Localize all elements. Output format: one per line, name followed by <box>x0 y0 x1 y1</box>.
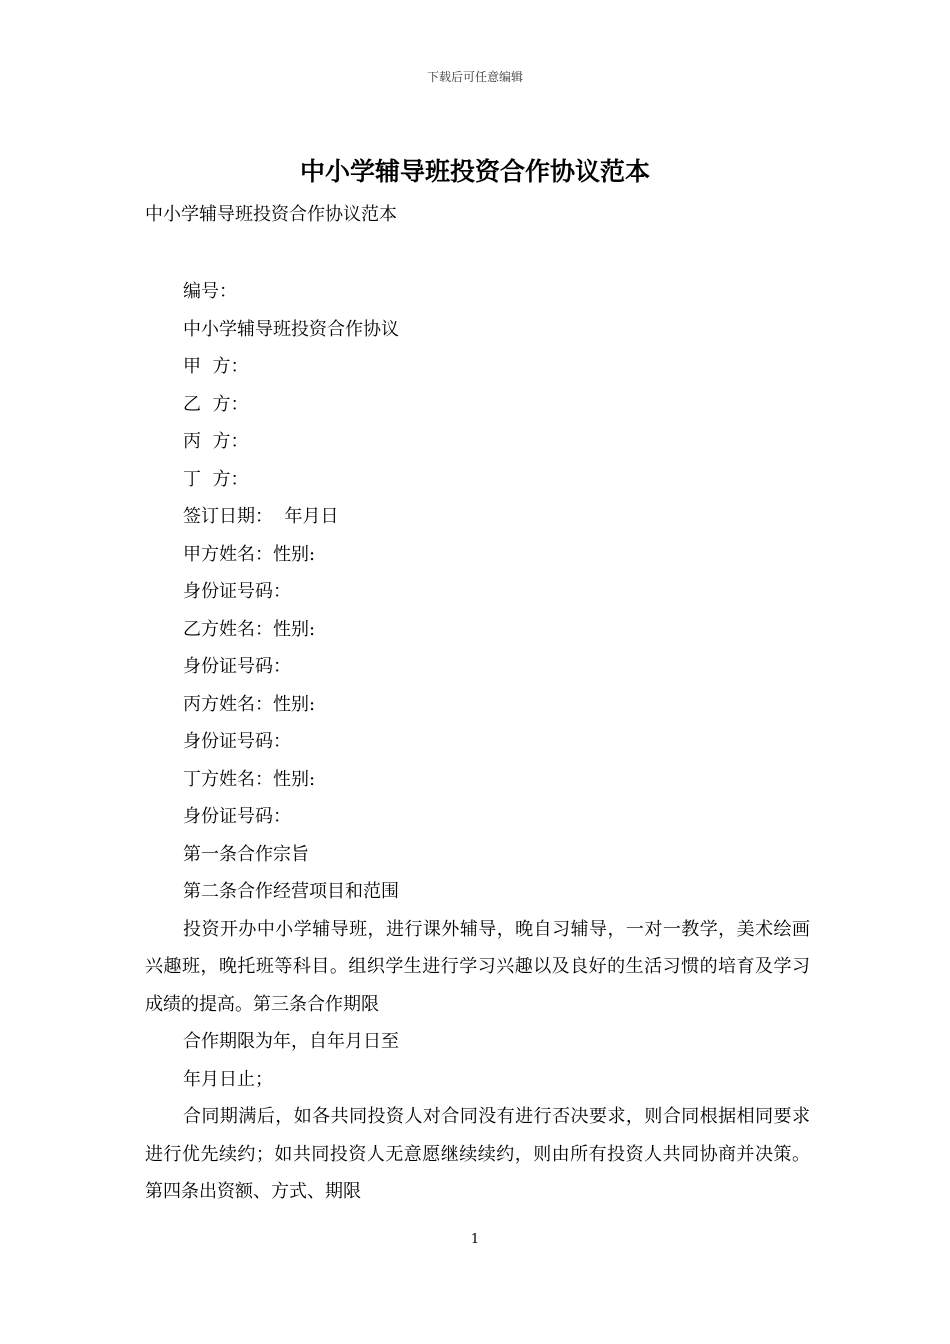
renewal-paragraph: 合同期满后，如各共同投资人对合同没有进行否决要求，则合同根据相同要求进行优先续约；如共同投资人无意愿继续续约，则由所有投资人共同协商并决策。第四条出资额、方式、期限 <box>145 1106 810 1202</box>
term-line: 合作期限为年，自年月日至 <box>183 1031 399 1052</box>
party-d-id-line: 身份证号码： <box>183 806 291 827</box>
party-a-id-line: 身份证号码： <box>183 581 291 602</box>
contract-number-line: 编号： <box>183 281 237 302</box>
business-scope-paragraph: 投资开办中小学辅导班，进行课外辅导，晚自习辅导，一对一教学，美术绘画兴趣班，晚托班等科目。组织学生进行学习兴趣以及良好的生活习惯的培育及学习成绩的提高。第三条合作期限 <box>145 918 810 1015</box>
party-c-line: 丙 方： <box>183 431 249 452</box>
article-1-heading: 第一条合作宗旨 <box>183 843 309 865</box>
party-d-line: 丁 方： <box>183 468 249 490</box>
party-a-line: 甲 方： <box>183 356 249 377</box>
party-b-name-line: 乙方姓名：性别: <box>183 618 316 640</box>
party-a-name-line: 甲方姓名：性别: <box>183 543 316 565</box>
term-end-line: 年月日止； <box>183 1068 273 1090</box>
page-number: 1 <box>470 1232 480 1247</box>
document-body <box>145 273 810 1211</box>
party-b-line: 乙 方： <box>183 393 249 415</box>
signing-date-line: 签订日期： 年月日 <box>183 506 339 527</box>
document-title: 中小学辅导班投资合作协议范本 <box>299 157 650 186</box>
document-subtitle: 中小学辅导班投资合作协议范本 <box>145 204 397 225</box>
header-note: 下载后可任意编辑 <box>426 70 523 84</box>
party-c-id-line: 身份证号码： <box>183 731 291 752</box>
agreement-name-line: 中小学辅导班投资合作协议 <box>183 318 399 340</box>
party-d-name-line: 丁方姓名：性别: <box>183 768 316 790</box>
party-b-id-line: 身份证号码： <box>183 656 291 677</box>
party-c-name-line: 丙方姓名：性别: <box>183 693 316 715</box>
article-2-heading: 第二条合作经营项目和范围 <box>183 881 399 902</box>
